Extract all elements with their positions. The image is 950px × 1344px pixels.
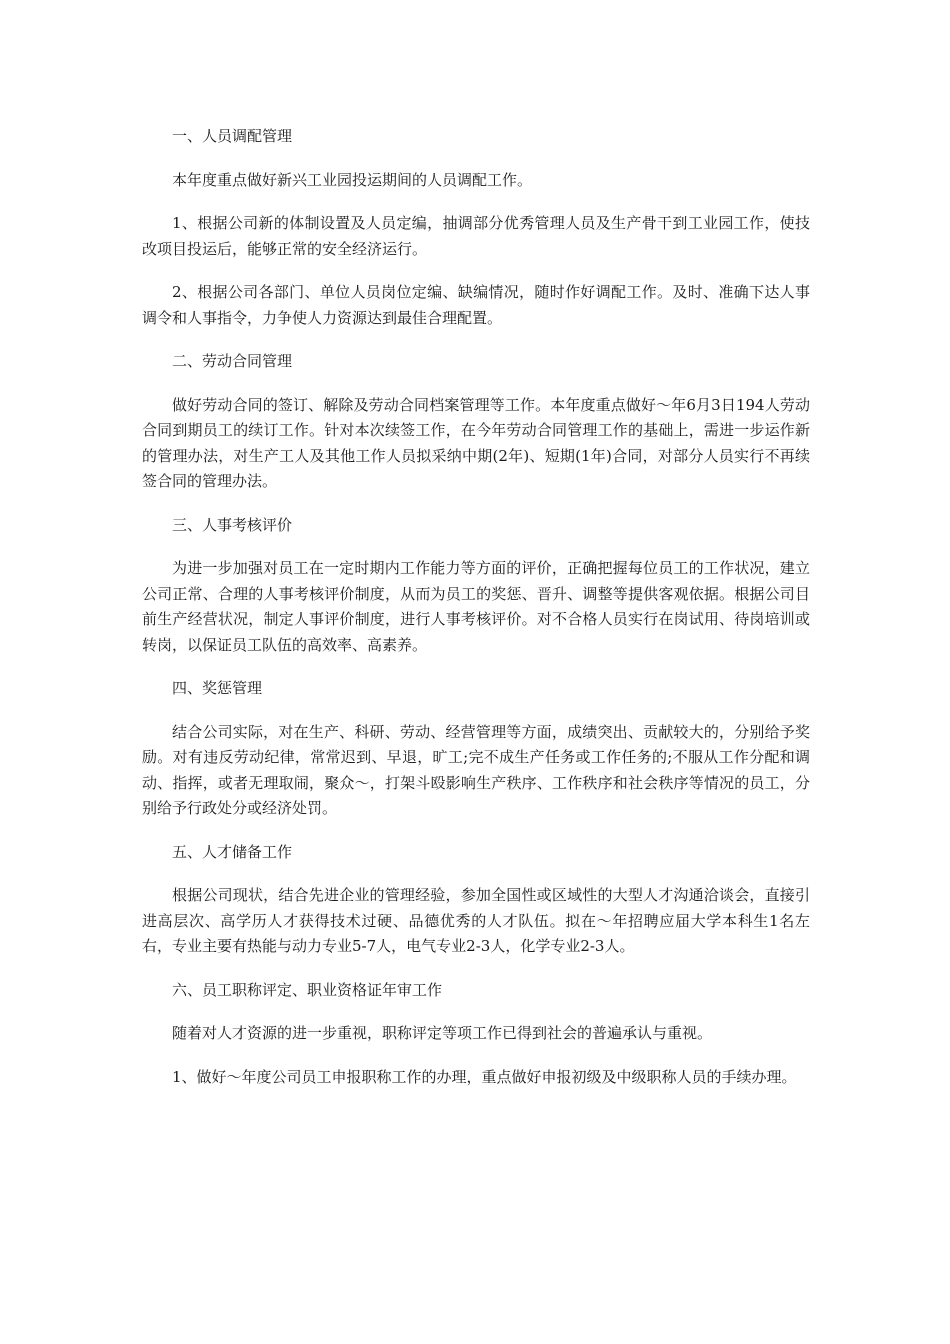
paragraph: 2、根据公司各部门、单位人员岗位定编、缺编情况，随时作好调配工作。及时、准确下达人事调令和人事指令，力争使人力资源达到最佳合理配置。 <box>142 283 810 327</box>
section-heading-1: 一、人员调配管理 <box>172 127 293 145</box>
paragraph: 根据公司现状，结合先进企业的管理经验，参加全国性或区域性的大型人才沟通洽谈会，直接引进高层次、高学历人才获得技术过硬、品德优秀的人才队伍。拟在～年招聘应届大学本科生1名左右，专业主要有热能与动力专业5-7人，电气专业2-3人，化学专业2-3人。 <box>142 886 810 955</box>
paragraph: 1、做好～年度公司员工申报职称工作的办理，重点做好申报初级及中级职称人员的手续办理。 <box>172 1067 797 1086</box>
paragraph: 结合公司实际，对在生产、科研、劳动、经营管理等方面，成绩突出、贡献较大的，分别给予奖励。对有违反劳动纪律，常常迟到、早退，旷工;完不成生产任务或工作任务的;不服从工作分配和调动、指挥，或者无理取闹，聚众～，打架斗殴影响生产秩序、工作秩序和社会秩序等情况的员工，分别给予行政处分或经济处罚。 <box>142 722 810 817</box>
document-body <box>142 124 810 1108</box>
paragraph: 做好劳动合同的签订、解除及劳动合同档案管理等工作。本年度重点做好～年6月3日194人劳动合同到期员工的续订工作。针对本次续签工作，在今年劳动合同管理工作的基础上，需进一步运作新的管理办法，对生产工人及其他工作人员拟采纳中期(2年)、短期(1年)合同，对部分人员实行不再续签合同的管理办法。 <box>142 395 810 490</box>
section-heading-5: 五、人才储备工作 <box>172 842 293 861</box>
paragraph: 随着对人才资源的进一步重视，职称评定等项工作已得到社会的普遍承认与重视。 <box>172 1024 713 1042</box>
paragraph: 为进一步加强对员工在一定时期内工作能力等方面的评价，正确把握每位员工的工作状况，建立公司正常、合理的人事考核评价制度，从而为员工的奖惩、晋升、调整等提供客观依据。根据公司目前生产经营状况，制定人事评价制度，进行人事考核评价。对不合格人员实行在岗试用、待岗培训或转岗，以保证员工队伍的高效率、高素养。 <box>142 559 810 654</box>
section-heading-6: 六、员工职称评定、职业资格证年审工作 <box>172 980 443 999</box>
paragraph: 1、根据公司新的体制设置及人员定编，抽调部分优秀管理人员及生产骨干到工业园工作，使技改项目投运后，能够正常的安全经济运行。 <box>142 214 810 258</box>
section-heading-4: 四、奖惩管理 <box>172 679 263 697</box>
section-heading-3: 三、人事考核评价 <box>172 515 293 534</box>
paragraph: 本年度重点做好新兴工业园投运期间的人员调配工作。 <box>172 170 533 189</box>
section-heading-2: 二、劳动合同管理 <box>172 352 293 370</box>
